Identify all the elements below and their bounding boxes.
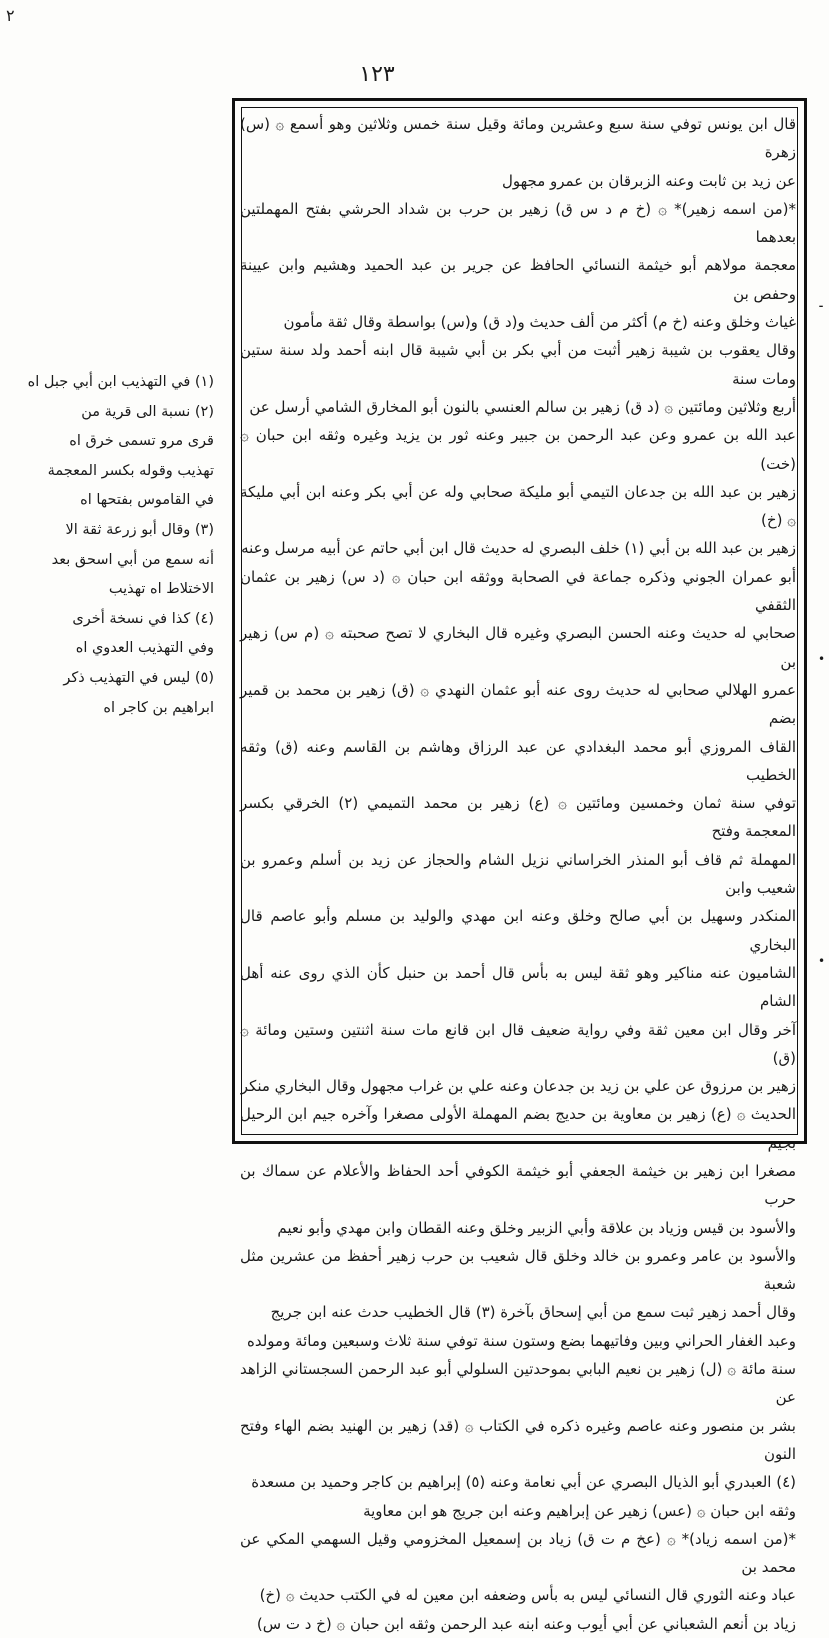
text-line: والأسود بن عامر وعمرو بن خالد وخلق قال شعيب بن حرب زهير أحفظ من عشرين مثل شعبة <box>240 1246 796 1294</box>
text-line: عمرو الهلالي صحابي له حديث روى عنه أبو عثمان النهدي ۞ (ق) زهير بن محمد بن قمير بضم <box>240 680 796 728</box>
section-heading-line: *(من اسمه زهير)* ۞ (خ م د س ق) زهير بن حرب بن شداد الحرشي بفتح المهملتين بعدهما <box>240 199 796 247</box>
text-line: زهير بن عبد الله بن جدعان التيمي أبو مليكة صحابي وله عن أبي بكر وعنه ابن أبي مليكة ۞ (خ) <box>240 482 796 530</box>
section-heading-line: *(من اسمه زياد)* ۞ (عخ م ت ق) زياد بن إسمعيل المخزومي وقيل السهمي المكي عن محمد بن <box>240 1529 796 1577</box>
text-line: سنة مائة ۞ (ل) زهير بن نعيم البابي بموحدتين السلولي أبو عبد الرحمن السجستاني الزاهد عن <box>240 1360 796 1407</box>
text-line: والأسود بن قيس وزياد بن علاقة وأبي الزبير وخلق وعنه القطان وابن مهدي وأبو نعيم <box>277 1218 796 1237</box>
text-line: قال ابن يونس توفي سنة سبع وعشرين ومائة وقيل سنة خمس وثلاثين وهو أسمع ۞ (س) زهرة <box>240 115 796 162</box>
text-line: الحديث ۞ (ع) زهير بن معاوية بن حديج بضم المهملة الأولى مصغرا وآخره جيم ابن الرحيل بجيم <box>240 1105 796 1152</box>
text-line: عبد الله بن عمرو وعن عبد الرحمن بن جبير وعنه ثور بن يزيد وغيره وثقه ابن حبان ۞ (خت) <box>240 426 796 473</box>
text-line: (٤) العبدري أبو الذيال البصري عن أبي نعامة وعنه (٥) إبراهيم بن كاجر وحميد بن مسعدة <box>251 1473 796 1492</box>
text-line: القاف المروزي أبو محمد البغدادي عن عبد الرزاق وهاشم بن القاسم وعنه (ق) وثقه الخطيب <box>240 737 796 784</box>
text-line: معجمة مولاهم أبو خيثمة النسائي الحافظ عن جرير بن عبد الحميد وهشيم وابن عيينة وحفص بن <box>240 256 796 303</box>
margin-notes <box>8 368 214 748</box>
margin-note-line: في القاموس بفتحها اه <box>80 492 214 509</box>
text-line: أبو عمران الجوني وذكره جماعة في الصحابة ووثقه ابن حبان ۞ (د س) زهير بن عثمان الثقفي <box>240 567 796 615</box>
text-line: الشاميون عنه مناكير وهو ثقة ليس به بأس قال أحمد بن حنبل كأن الذي روى عنه أهل الشام <box>240 963 796 1011</box>
text-line: أربع وثلاثين ومائتين ۞ (د ق) زهير بن سالم العنسي بالنون أبو المخارق الشامي أرسل عن <box>249 397 796 416</box>
text-line: آخر وقال ابن معين ثقة وفي رواية ضعيف قال ابن قانع مات سنة اثنتين وستين ومائة ۞ (ق) <box>240 1020 796 1067</box>
margin-note-line: الاختلاط اه تهذيب <box>108 581 214 598</box>
text-line: زياد بن أنعم الشعباني عن أبي أيوب وعنه ابنه عبد الرحمن وثقه ابن حبان ۞ (خ د ت س) <box>256 1614 796 1633</box>
margin-note-line: قرى مرو تسمى خرق اه <box>69 433 214 450</box>
corner-mark: ٢ <box>6 6 15 25</box>
edge-mark: ⁃ <box>818 300 824 314</box>
margin-note-line: (٢) نسبة الى قرية من <box>81 403 214 420</box>
text-line: وثقه ابن حبان ۞ (عس) زهير عن إبراهيم وعنه ابن جريج هو ابن معاوية <box>363 1501 796 1520</box>
text-line: المنكدر وسهيل بن أبي صالح وخلق وعنه ابن مهدي والوليد بن مسلم وأبو عاصم قال البخاري <box>240 907 796 954</box>
page-number: ١٢٣ <box>359 62 395 87</box>
text-line: مصغرا ابن زهير بن خيثمة الجعفي أبو خيثمة الكوفي أحد الحفاظ والأعلام عن سماك بن حرب <box>240 1161 796 1209</box>
text-line: زهير بن عبد الله بن أبي (١) خلف البصري له حديث قال ابن أبي حاتم عن أبيه مرسل وعنه <box>241 539 796 558</box>
text-line: غياث وخلق وعنه (خ م) أكثر من ألف حديث و(د ق) و(س) بواسطة وقال ثقة مأمون <box>283 313 796 332</box>
margin-note-line: تهذيب وقوله بكسر المعجمة <box>47 462 214 479</box>
text-line: بشر بن منصور وعنه عاصم وغيره ذكره في الكتاب ۞ (قد) زهير بن الهنيد بضم الهاء وفتح النون <box>240 1416 796 1463</box>
edge-mark: • <box>818 652 826 666</box>
margin-note-line: (٥) ليس في التهذيب ذكر <box>63 669 214 686</box>
text-line: صحابي له حديث وعنه الحسن البصري وغيره قال البخاري لا تصح صحبته ۞ (م س) زهير بن <box>240 624 796 671</box>
margin-note-line: أنه سمع من أبي اسحق بعد <box>51 551 214 568</box>
text-line: عباد وعنه الثوري قال النسائي ليس به بأس وضعفه ابن معين له في الكتب حديث ۞ (خ) <box>259 1586 796 1605</box>
text-line: المهملة ثم قاف أبو المنذر الخراساني نزيل الشام والحجاز عن زيد بن أسلم وعمرو بن شعيب وابن <box>240 850 796 898</box>
text-line: وعبد الغفار الحراني وبين وفاتيهما بضع وستون سنة توفي سنة ثلاث وسبعين ومائة ومولده <box>246 1331 796 1350</box>
main-text-block <box>240 110 797 1633</box>
text-line: زهير بن مرزوق عن علي بن زيد بن جدعان وعنه علي بن غراب مجهول وقال البخاري منكر <box>240 1077 796 1096</box>
margin-note-line: ابراهيم بن كاجر اه <box>103 699 214 716</box>
text-line: وقال يعقوب بن شيبة زهير أثبت من أبي بكر بن أبي شيبة قال ابنه أحمد ولد سنة ستين ومات سنة <box>240 341 796 388</box>
edge-mark: • <box>818 954 826 968</box>
margin-note-line: (٤) كذا في نسخة أخرى <box>72 610 214 627</box>
text-line: توفي سنة ثمان وخمسين ومائتين ۞ (ع) زهير بن محمد التميمي (٢) الخرقي بكسر المعجمة وفتح <box>240 794 797 841</box>
text-line: وقال أحمد زهير ثبت سمع من أبي إسحاق بآخرة (٣) قال الخطيب حدث عنه ابن جريج <box>270 1303 796 1322</box>
margin-note-line: (٣) وقال أبو زرعة ثقة الا <box>65 521 214 538</box>
text-line: عن زيد بن ثابت وعنه الزبرقان بن عمرو مجهول <box>501 171 796 190</box>
margin-note-line: (١) في التهذيب ابن أبي جبل اه <box>27 374 214 390</box>
margin-note-line: وفي التهذيب العدوي اه <box>75 640 214 657</box>
